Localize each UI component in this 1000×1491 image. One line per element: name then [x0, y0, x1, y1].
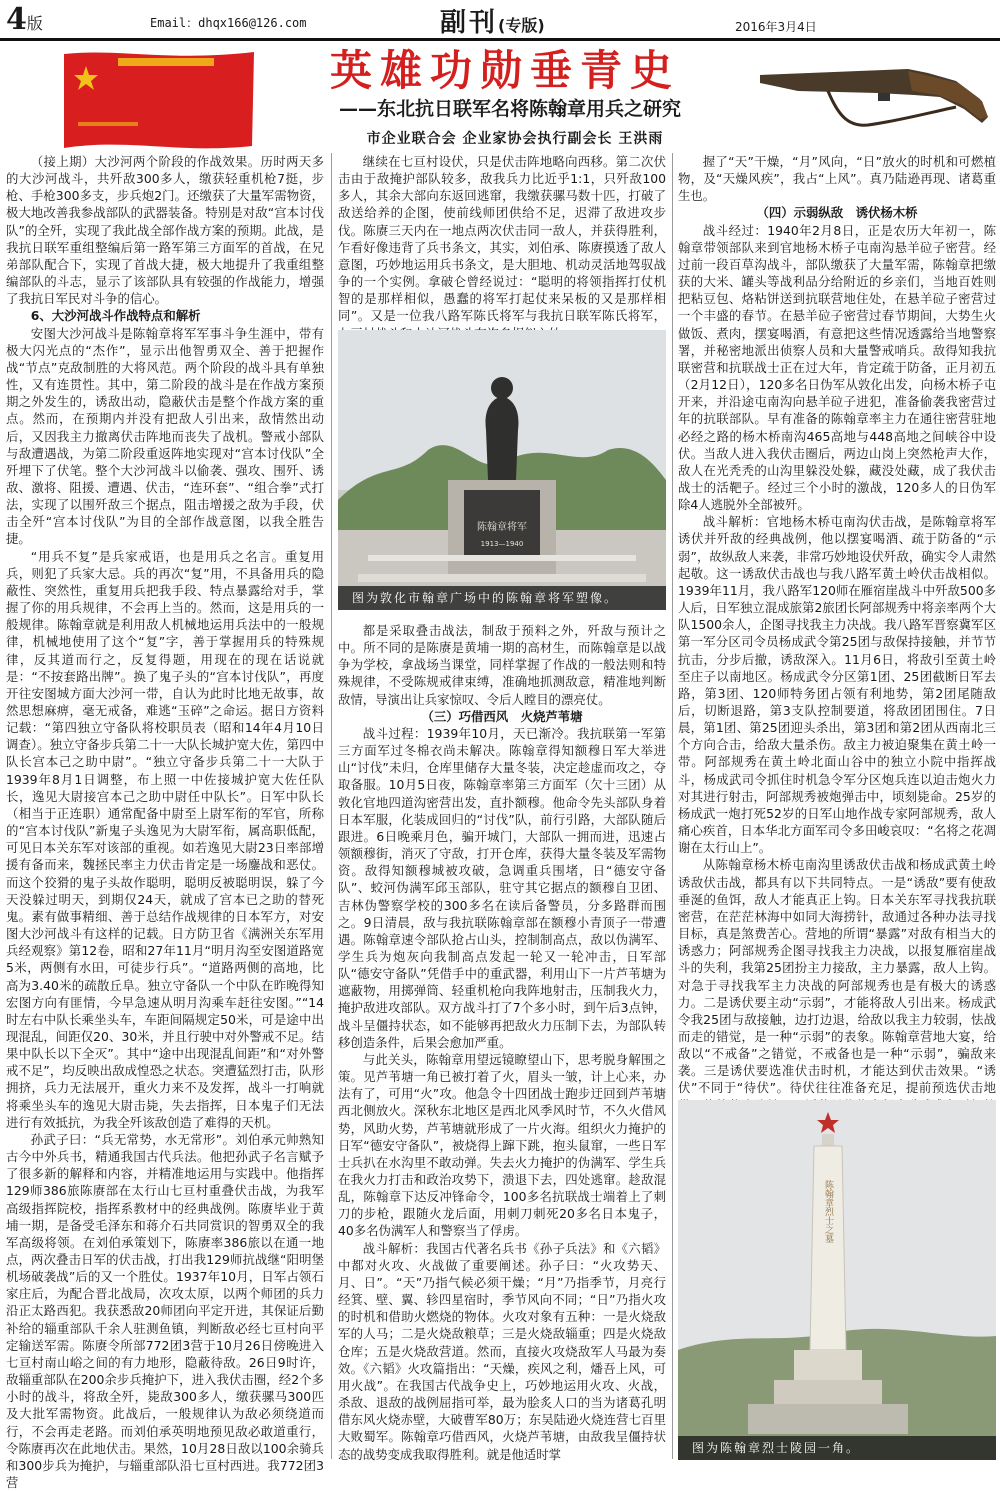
page-number: 4版 [6, 2, 43, 37]
paragraph: “用兵不复”是兵家戒语，也是用兵之名言。重复用兵，则犯了兵家大忌。兵的再次“复”用，不具备用兵的隐蔽性、突然性，重复用兵把我手段、特点暴露给对手，掌握了你的用兵规律，不会再上当的。然而，这是用兵的一般规律。陈翰章就是利用敌人机械地运用兵法中的一般规律，机械地使用了这个“复”字，善于掌握用兵的特殊规律，反其道而行之，反复得题，用现在的现在话说就是：“不按套路出牌”。换了鬼子头的“宫本讨伐队”，再度开往安图城方面大沙河一带，自认为此时比地无故事，故然思想麻痹，毫无戒备，难逃“玉碎”之命运。据日方资料记载：“第四独立守备队将校职员表（昭和14年4月10日调查）。独立守备步兵第二十一大队长城护宽大佐，第四中队长宫本己之助中尉”。“独立守备步兵第二十一大队于1939年8月1日调整，布上照一中佐接城护宽大佐任队长，逸见大尉接宫本己之助中尉任中队长”。日军中队长（相当于正连职）通常配备中尉至上尉军衔的军官，所称的“宫本讨伐队”新鬼子头逸见为大尉军衔，属高职低配，可见日本关东军对该部的重视。如若逸见大尉23日率部增援有备而来，魏拯民率主力伏击肯定是一场鏖战和恶仗。而这个狡猾的鬼子头故作聪明，聪明反被聪明误，躲了今天没躲过明天，到期仅24天，就成了宫本已之助的替死鬼。素有做事精细、善于总结作战规律的日本军方，对安图大沙河战斗有这样的记载。日方防卫省《满洲关东军用兵经观察》第12卷，昭和27年11月“明月沟至安图道路宽5米，两侧有水田，可徒步行兵”。“道路两侧的高地，比高为3.40米的疏散丘阜。独立守备队一个中队在昨晚得知宏图方向有匪情，今早急速从明月沟乘车赶往安图。”“14时左右中队长乘坐头车，车距间隔规定50米，可是途中出现混乱，间距仅20、30米，并且行驶中对外警戒不足。结果中队长以下全灭”。其中“途中出现混乱间距”和“对外警戒不足”，均反映出敌成惶恐之状态。突遭猛烈打击，队形拥挤，兵力无法展开，重火力来不及发挥，战斗一打响就将乘坐头车的逸见大尉击毙，失去指挥，日本鬼子们无法进行有效抵抗，为我全歼该敌创造了难得的天机。 [6, 548, 324, 1130]
page-number-suffix: 版 [26, 14, 43, 33]
monument-illustration [678, 1100, 996, 1460]
section-heading: （三）巧借西风 火烧芦苇塘 [421, 708, 583, 724]
red-flag-icon [64, 52, 254, 148]
article-column-1 [6, 153, 324, 1491]
statue-photo [338, 330, 666, 610]
paragraph: 安图大沙河战斗是陈翰章将军军事斗争生涯中，带有极大闪光点的“杰作”，显示出他智勇双全、善于把握作战“节点”克敌制胜的大将风范。两个阶段的战斗具有单独性，又有连贯性。其中，第二阶段的战斗是在作战方案预期之外发生的，诱敌出动，隐蔽伏击是整个作战方案的重点。然而，在预期内并没有把敌人引出来，敌情然出动后，又因我主力撤离伏击阵地而丧失了战机。警戒小部队与敌遭遇战，为第二阶段重返阵地实现对“宫本讨伐队”全歼埋下了伏笔。整个大沙河战斗以偷袭、强攻、围歼、诱敌、激将、阻援、遭遇、伏击，“连环套”、“组合拳”式打法，实现了以围歼敌三个据点，阻击增援之敌为手段，伏击全歼“宫本讨伐队”为目的全部作战意图，以我全胜告捷。 [6, 325, 324, 547]
section-title: 副刊(专版) [440, 8, 545, 38]
rifle-image [758, 55, 990, 145]
paragraph: 孙武子曰：“兵无常势，水无常形”。刘伯承元帅熟知古今中外兵书，精通我国古代兵法。他把孙武子名言赋予了很多新的解释和内容，并精准地运用与实践中。他指挥129师386旅陈赓部在太行山七亘村重叠伏击战，为我军高级指挥院校，指挥系教材中的经典战例。陈赓毕业于黄埔一期，是备受毛泽东和蒋介石共同赏识的智勇双全的我军高级将领。在刘伯承策划下，陈赓率386旅以在通一地点，两次叠击日军的伏击战，打出我129师抗战继“阳明堡机场破袭战”后的又一个胜仗。1937年10月，日军占领石家庄后，为配合晋北战局，次攻太原，以两个师团的兵力沿正太路西犯。我获悉敌20师团向平定开进，其保证后勤补给的辎重部队千余人驻测鱼镇，判断敌必经七亘村向平定输送军需。陈赓令所部772团3营于10月26日傍晚进入七亘村南山峪之间的有力地形，隐蔽待敌。26日9时许，敌辎重部队在200余步兵掩护下，进入我伏击圈，经2个多小时的战斗，将敌全歼，毙敌300多人，缴获骡马300匹及大批军需物资。此战后，一般规律认为敌必须绕道而行，不会再走老路。而刘伯承英明地预见敌必敢道重行，令陈赓再次在此地伏击。果然，10月28日敌以100余骑兵和300步兵为掩护，与辎重部队沿七亘村西进。我772团3营 [6, 1131, 324, 1491]
statue-plaque-years: 1913—1940 [480, 540, 524, 548]
header-rule [0, 38, 1000, 41]
issue-date: 2016年3月4日 [735, 20, 817, 34]
article-subtitle: ——东北抗日联军名将陈翰章用兵之研究 [338, 98, 681, 120]
section-subtitle: (专版) [498, 16, 545, 35]
email-address: Email：dhqx166@126.com [150, 16, 307, 30]
paragraph: 继续在七亘村设伏，只是伏击阵地略向西移。第二次伏击由于敌掩护部队较多，敌我兵力比近乎1:1，只歼敌100多人，其余大部向东返回逃窜，我缴获骡马数十匹，打破了敌送给养的企图，使前线师团供给不足，迟滞了敌进攻步伐。陈赓三天内在一地点两次伏击同一敌人，并获得胜利，乍看好像违背了兵书条文，其实，刘伯承、陈赓摸透了敌人意图，巧妙地运用兵书条文，是大胆地、机动灵活地驾驭战争的一个实例。拿破仑曾经说过：“聪明的将领指挥打仗机智的是那样相似，愚蠢的将军打起仗来呆板的又是那样相同”。又是一位我八路军陈氏将军与我抗日联军陈氏将军， [338, 154, 666, 324]
article-title: 英雄功勋垂青史 [329, 46, 680, 95]
statue-plaque-text: 陈翰章将军 [477, 522, 527, 533]
paragraph: （接上期）大沙河两个阶段的作战效果。历时两天多的大沙河战斗，共歼敌300多人，缴获轻重机枪7挺，步枪、手枪300多支，步兵炮2门。还缴获了大量军需物资，极大地改善我参战部队的武器装备。特别是对敌“宫本讨伐队”的全歼，实现了我此战全部作战方案的预期。此战，是我抗日联军重组整编后第一路军第三方面军的首战，在兄弟部队配合下，实现了首战大捷，极大地提升了我重组整编部队的斗志，显示了该部队具有较强的作战能力，增强了我抗日军民对斗争的信心。 [6, 154, 324, 307]
paragraph: 从陈翰章杨木桥屯南沟里诱敌伏击战和杨成武黄土岭诱敌伏击战，都具有以下共同特点。一是“诱敌”要有使敌垂涎的鱼饵，敌人才能真正上钩。日本关东军寻找我抗联密营，在茫茫林海中如同大海捞针，敌通过各种办法寻找目标，真是煞费苦心。营地的所谓“暴露”对敌有相当大的诱惑力；阿部规秀企图寻找我主力决战，以报复雁宿崖战斗的失利，我第25团扮主力接敌，主力暴露，敌人上钩。对急于寻找我军主力决战的阿部规秀也是有极大的诱惑力。二是诱伏要主动“示弱”，才能将敌人引出来。杨成武令我25团与敌接触，边打边退，给敌以我主力较弱，怯战而走的错觉，是一种“示弱”的表象。陈翰章营地大宴，给敌以“不戒备”之错觉，不戒备也是一种“示弱”，骗敌来袭。三是诱伏要选准伏击时机，才能达到伏击效果。“诱伏”不同于“待伏”。待伏往往准备充足，提前预选伏击地 [678, 857, 996, 1096]
photo-caption: 图为陈翰章烈士陵园一角。 [678, 1436, 996, 1460]
statue-illustration [338, 330, 666, 610]
monument-icon [810, 1146, 846, 1350]
paragraph: 战斗过程：1939年10月，天已渐冷。我抗联第一军第三方面军过冬棉衣尚未解决。陈翰章得知额穆日军大举进山“讨伐”未归，仓库里储存大量冬装，决定趁虚而攻之，夺取备服。10月5日夜，陈翰章率第三方面军（欠十三团）从敦化官地四道沟密营出发，直扑额穆。他命令先头部队身着日本军服，化装成回归的“讨伐”队，前行引路，大部队随后跟进。6日晚乘月色，骗开城门，大部队一拥而进，迅速占领额穆街，消灭了守敌，打开仓库，获得大量冬装及军需物资。敌得知额穆城被攻破，急调重兵围堵，日“德安守备队”、蛟河伪满军邱玉部队，驻守其它据点的额穆自卫团、吉林伪警察学校的300多名在读后备警员，分多路群而围之。9日清晨，敌与我抗联陈翰章部在额穆小青顶子一带遭遇。陈翰章速令部队抢占山头，控制制高点，敌以伪满军、学生兵为炮灰向我制高点发起一轮又一轮冲击，日军部队“德安守备队”凭借手中的重武器，利用山下一片芦苇塘为遮蔽物，用掷弹筒、轻重机枪向我阵地射击，压制我火力，掩护敌进攻部队。双方战斗打了7个多小时，到午后3点钟，战斗呈僵持状态，如不能够再把敌火力压制下去，为部队转移创造条件，后果会愈加严重。 [338, 725, 666, 1050]
article-column-2-top [338, 153, 666, 325]
paragraph: 战斗经过：1940年2月8日，正是农历大年初一，陈翰章带领部队来到官地杨木桥子屯南沟悬羊砬子密营。经过前一段百草沟战斗，部队缴获了大量军需，陈翰章把缴获的大米、罐头等战利品分给附近的乡亲们，当地百姓则把粘豆包、烙粘饼送到抗联营地住处，在悬羊砬子密营过一个丰盛的春节。在悬羊砬子密营过春节期间，大势生火做饭、煮肉，摆宴喝酒，有意把这些情况透露给当地警察署，并秘密地派出侦察人员和大量警戒哨兵。敌得知我抗联密营和抗联战士正在过大年，肯定疏于防备，正月初五（2月12日），120多名日伪军从敦化出发，向杨木桥子屯开来，并沿途屯南沟向悬羊砬子进犯，准备偷袭我密营过年的抗联部队。早有准备的陈翰章率主力在通往密营驻地必经之路的杨木桥南沟465高地与448高地之间峡谷中设伏。当敌人进入我伏击圈后，两边山岗上突然枪声大作，敌人在光秃秃的山沟里躲没处躲，藏没处藏，成了我伏击战士的活靶子。经过三个小时的激战，120多人的日伪军除4人逃脱外全部被歼。 [678, 222, 996, 513]
paragraph: 握了“天”干燥，“月”风向，“日”放火的时机和可燃植物，及“天燥风疾”，我占“上风”。真乃陆逊再现、诸葛重生也。 [678, 154, 996, 204]
paragraph: 都是采取叠击战法，制敌于预料之外，歼敌与预计之中。所不同的是陈赓是黄埔一期的高材生，而陈翰章是以战争为学校，拿战场当课堂，同样掌握了作战的一般法则和特殊规律，不受陈规戒律束缚，准确地抓测敌意，精准地判断敌情，导演出让兵家惊叹、令后人瞠目的漂亮仗。 [338, 623, 666, 707]
column-divider [331, 153, 332, 1459]
column-divider [672, 153, 673, 1459]
photo-caption: 图为敦化市翰章广场中的陈翰章将军塑像。 [338, 586, 666, 610]
page-header [0, 0, 1000, 42]
statue-icon [486, 396, 519, 480]
section-heading: 6、大沙河战斗作战特点和解析 [30, 308, 201, 324]
paragraph: 与此关头，陈翰章用望远镜瞭望山下，思考脱身解围之策。见芦苇塘一角已被打着了火，眉头一皱，计上心来，办法有了，可用“火”攻。他急令十四团战士跑步迂回到芦苇塘西北侧放火。深秋东北地区是西北风季风时节，不久火借风势，风助火势，芦苇塘就形成了一片火海。组织火力掩护的日军“德安守备队”，被烧得上蹿下跳，抱头鼠窜，一些日军士兵扒在水沟里不敢动弹。失去火力掩护的伪满军、学生兵在我火力打击和政治攻势下，溃退下去，四处逃窜。趁敌混乱，陈翰章下达反冲锋命令，100多名抗联战士端着上了刺刀的步枪，跟随火龙后面，用刺刀刺死20多名日本鬼子，40多名伪满军人和警察当了俘虏。 [338, 1051, 666, 1239]
article-column-3 [678, 153, 996, 1243]
paragraph: 战斗解析：官地杨木桥屯南沟伏击战，是陈翰章将军诱伏并歼敌的经典战例，他以摆宴喝酒、疏于防备的“示弱”，故纵敌人来袭，非常巧妙地设伏歼敌，确实令人肃然起敬。这一诱敌伏击战也与我八路军黄土岭伏击战相似。1939年11月，我八路军120师在雁宿崖战斗中歼敌500多人后，日军独立混成旅第2旅团长阿部规秀中将亲率两个大队1500余人，企图寻找我主力决战。我八路军晋察冀军区第一军分区司令员杨成武令第25团与敌保持接触，并节节抗击，分步后撤，诱敌深入。11月6日，将敌引至黄土岭至庄子以南地区。杨成武令分区第1团、25团截断日军去路，第3团、120师特务团占领有利地势，第2团尾随敌后，切断退路，第3支队控制要道，将敌团团围住。7日晨，第1团、第25团迎头杀出，第3团和第2团从西南北三个方向合击，给敌大量杀伤。敌主力被迫聚集在黄土岭一带。阿部规秀在黄土岭北面山谷中的独立小院中指挥战斗，杨成武司令抓住时机急令军分区炮兵连以迫击炮火力对其进行射击，阿部规秀被炮弹击中，顷刻毙命。25岁的杨成武一炮打死52岁的日军山地作战专家阿部规秀，敌人痛心疾首，日本华北方面军司令多田峻哀叹：“名将之花凋谢在太行山上”。 [678, 514, 996, 856]
flag-image [58, 48, 258, 153]
article-column-2-bottom [338, 622, 666, 1460]
monument-inscription: 陈翰章烈士之墓 [823, 1180, 833, 1243]
article-byline: 市企业联合会 企业家协会执行副会长 王洪雨 [366, 131, 664, 147]
cemetery-photo [678, 1100, 996, 1460]
paragraph: 战斗解析：我国古代著名兵书《孙子兵法》和《六韬》中都对火攻、火战做了重要阐述。孙子曰：“火攻势天、月、日”。“天”乃指气候必须干燥；“月”乃指季节，月亮行经箕、壁、翼、轸四星宿时，季节风向不同；“日”乃指火攻的时机和借助火燃烧的物体。火攻对象有五种：一是火烧敌军的人马；二是火烧敌粮草；三是火烧敌辎重；四是火烧敌仓库；五是火烧敌营道。然而，直接火攻烧敌军人马最为奏效。《六韬》火攻篇指出：“天燥，疾风之利，燔吾上风，可用火战”。在我国古代战争史上，巧妙地运用火攻、火战，杀敌、退敌的战例屈指可举，最为脍炙人口的当为诸葛孔明借东风火烧赤壁，大破曹军80万；东吴陆逊火烧连营七百里大败蜀军。陈翰章巧借西风，火烧芦苇塘，由敌我呈僵持状态的战势变成我取得胜利。就是他适时掌 [338, 1240, 666, 1462]
section-heading: （四）示弱纵敌 诱伏杨木桥 [756, 205, 918, 221]
